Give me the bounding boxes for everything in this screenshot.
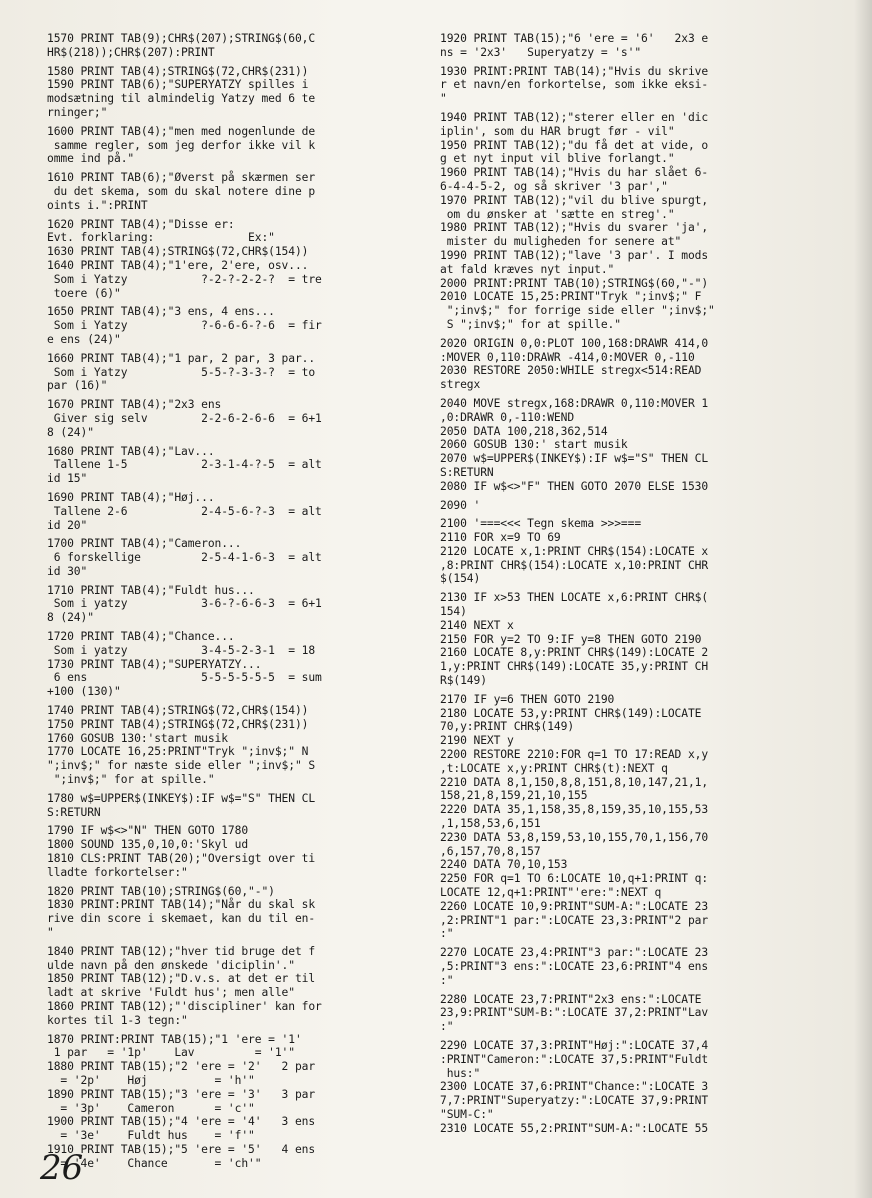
code-line: 1930 PRINT:PRINT TAB(14);"Hvis du skrive (440, 64, 709, 78)
code-line: $(154) (440, 572, 481, 586)
code-line: ";inv$;" for forrige side eller ";inv$;" (440, 304, 715, 318)
code-line: ,5:PRINT"3 ens:":LOCATE 23,6:PRINT"4 ens (440, 960, 709, 973)
code-line: id 20" (47, 518, 88, 532)
code-line: toere (6)" (47, 286, 121, 300)
code-line: 6 ens 5-5-5-5-5-5 = sum (47, 671, 322, 685)
code-line: hus:" (440, 1066, 481, 1080)
code-line: g et nyt input vil blive forlangt." (440, 152, 675, 166)
code-line: 2260 LOCATE 10,9:PRINT"SUM-A:":LOCATE 23 (440, 899, 709, 913)
code-line: Giver sig selv 2-2-6-2-6-6 = 6+1 (47, 411, 322, 425)
code-line: 2160 LOCATE 8,y:PRINT CHR$(149):LOCATE 2 (440, 646, 709, 660)
code-line: 2070 w$=UPPER$(INKEY$):IF w$="S" THEN CL (440, 452, 709, 466)
code-line: rninger;" (47, 105, 108, 119)
code-line: 2300 LOCATE 37,6:PRINT"Chance:":LOCATE 3 (440, 1080, 709, 1094)
code-line: 1840 PRINT TAB(12);"hver tid bruge det f (47, 944, 316, 958)
code-line: 7,7:PRINT"Superyatzy:":LOCATE 37,9:PRINT (440, 1094, 709, 1108)
code-line: 1660 PRINT TAB(4);"1 par, 2 par, 3 par.. (47, 351, 316, 365)
code-line: 2020 ORIGIN 0,0:PLOT 100,168:DRAWR 414,0 (440, 336, 709, 350)
code-line: 1730 PRINT TAB(4);"SUPERYATZY... (47, 657, 262, 671)
code-line: lladte forkortelser:" (47, 865, 188, 879)
code-line: 1 par = '1p' Lav = '1'" (47, 1046, 295, 1060)
code-line: 2180 LOCATE 53,y:PRINT CHR$(149):LOCATE (440, 706, 702, 720)
code-line: ladt at skrive 'Fuldt hus'; men alle" (47, 986, 295, 1000)
code-line: 1810 CLS:PRINT TAB(20);"Oversigt over ti (47, 852, 316, 866)
code-line: 1650 PRINT TAB(4);"3 ens, 4 ens... (47, 305, 275, 319)
code-line: 1720 PRINT TAB(4);"Chance... (47, 630, 235, 644)
code-line: 2310 LOCATE 55,2:PRINT"SUM-A:":LOCATE 55 (440, 1121, 709, 1135)
code-line: 1590 PRINT TAB(6);"SUPERYATZY spilles i (47, 78, 309, 92)
code-line: oints i.":PRINT (47, 198, 148, 212)
code-line: ulde navn på den ønskede 'diciplin'." (47, 958, 295, 972)
code-line: r et navn/en forkortelse, som ikke eksi- (440, 78, 709, 92)
code-line: 1980 PRINT TAB(12);"Hvis du svarer 'ja', (440, 221, 709, 235)
code-line: 1920 PRINT TAB(15);"6 'ere = '6' 2x3 e (440, 32, 709, 45)
code-line: 2040 MOVE stregx,168:DRAWR 0,110:MOVER 1 (440, 396, 709, 410)
code-line: 158,21,8,159,21,10,155 (440, 789, 588, 803)
code-line: 1970 PRINT TAB(12);"vil du blive spurgt, (440, 193, 709, 207)
code-line: 1990 PRINT TAB(12);"lave '3 par'. I mods (440, 248, 709, 262)
code-line: om du ønsker at 'sætte en streg'." (440, 207, 675, 221)
code-line: 1850 PRINT TAB(12);"D.v.s. at det er til (47, 972, 316, 986)
code-line: 2200 RESTORE 2210:FOR q=1 TO 17:READ x,y (440, 748, 709, 762)
code-line: HR$(218));CHR$(207):PRINT (47, 45, 215, 59)
code-line: rive din score i skemaet, kan du til en- (47, 912, 316, 926)
code-line: 1800 SOUND 135,0,10,0:'Skyl ud (47, 838, 249, 852)
code-line: 2100 '===<<< Tegn skema >>>=== (440, 517, 642, 531)
code-line: S:RETURN (47, 805, 101, 819)
code-line: 1770 LOCATE 16,25:PRINT"Tryk ";inv$;" N (47, 745, 309, 759)
code-line: "SUM-C:" (440, 1107, 494, 1121)
code-line: 154) (440, 605, 467, 619)
code-line: S:RETURN (440, 465, 494, 479)
left-code-column (47, 32, 387, 1171)
right-code-column (440, 32, 785, 1136)
code-line: 1630 PRINT TAB(4);STRING$(72,CHR$(154)) (47, 245, 309, 259)
code-line: 1710 PRINT TAB(4);"Fuldt hus... (47, 583, 255, 597)
code-line: 1760 GOSUB 130:'start musik (47, 731, 228, 745)
code-line: = '3p' Cameron = 'c'" (47, 1101, 255, 1115)
code-line: " (47, 926, 54, 940)
code-line: 1830 PRINT:PRINT TAB(14);"Når du skal sk (47, 898, 316, 912)
code-line: 1,y:PRINT CHR$(149):LOCATE 35,y:PRINT CH (440, 660, 709, 674)
code-line: ";inv$;" for næste side eller ";inv$;" S (47, 759, 316, 773)
code-line: 1580 PRINT TAB(4);STRING$(72,CHR$(231)) (47, 64, 309, 78)
code-line: 1700 PRINT TAB(4);"Cameron... (47, 537, 242, 551)
code-line: 1960 PRINT TAB(14);"Hvis du har slået 6- (440, 166, 709, 180)
code-line: +100 (130)" (47, 685, 121, 699)
code-line: 1890 PRINT TAB(15);"3 'ere = '3' 3 par (47, 1087, 316, 1101)
code-line: 2060 GOSUB 130:' start musik (440, 438, 628, 452)
code-line: ,1,158,53,6,151 (440, 817, 541, 831)
code-line: :" (440, 1020, 454, 1034)
code-line: 1620 PRINT TAB(4);"Disse er: (47, 217, 235, 231)
code-line: ,2:PRINT"1 par:":LOCATE 23,3:PRINT"2 par (440, 913, 709, 927)
page-number: 26 (40, 1148, 84, 1188)
code-line: 1870 PRINT:PRINT TAB(15);"1 'ere = '1' (47, 1032, 302, 1046)
code-line: 1820 PRINT TAB(10);STRING$(60,"-") (47, 884, 275, 898)
code-line: Som i yatzy 3-6-?-6-6-3 = 6+1 (47, 597, 322, 611)
code-line: 2030 RESTORE 2050:WHILE stregx<514:READ (440, 364, 702, 378)
code-line: 6-4-4-5-2, og så skriver '3 par'," (440, 179, 668, 193)
code-line: 1570 PRINT TAB(9);CHR$(207);STRING$(60,C (47, 32, 316, 45)
code-line: 2090 ' (440, 498, 481, 512)
code-line: 2010 LOCATE 15,25:PRINT"Tryk ";inv$;" F (440, 290, 702, 304)
code-line: 1880 PRINT TAB(15);"2 'ere = '2' 2 par (47, 1060, 316, 1074)
code-line: id 15" (47, 472, 88, 486)
code-line: 1790 IF w$<>"N" THEN GOTO 1780 (47, 824, 249, 838)
code-line: par (16)" (47, 379, 108, 393)
code-line: 1680 PRINT TAB(4);"Lav... (47, 444, 215, 458)
code-line: 2240 DATA 70,10,153 (440, 858, 568, 872)
code-line: 2140 NEXT x (440, 618, 514, 632)
code-line: = '2p' Høj = 'h'" (47, 1073, 255, 1087)
code-line: " (440, 92, 447, 106)
code-line: 2110 FOR x=9 TO 69 (440, 531, 561, 545)
code-line: 2220 DATA 35,1,158,35,8,159,35,10,155,53 (440, 803, 709, 817)
code-line: 6 forskellige 2-5-4-1-6-3 = alt (47, 551, 322, 565)
code-line: at fald kræves nyt input." (440, 262, 615, 276)
code-line: Tallene 1-5 2-3-1-4-?-5 = alt (47, 458, 322, 472)
code-line: 1940 PRINT TAB(12);"sterer eller en 'dic (440, 110, 709, 124)
code-line: 1670 PRINT TAB(4);"2x3 ens (47, 398, 222, 412)
code-line: 8 (24)" (47, 425, 94, 439)
code-line: ns = '2x3' Superyatzy = 's'" (440, 45, 642, 59)
code-line: R$(149) (440, 674, 487, 688)
code-line: 2080 IF w$<>"F" THEN GOTO 2070 ELSE 1530 (440, 479, 709, 493)
code-line: 8 (24)" (47, 611, 94, 625)
code-line: kortes til 1-3 tegn:" (47, 1013, 188, 1027)
code-line: 2150 FOR y=2 TO 9:IF y=8 THEN GOTO 2190 (440, 632, 702, 646)
code-line: 1740 PRINT TAB(4);STRING$(72,CHR$(154)) (47, 704, 309, 718)
code-line: 1900 PRINT TAB(15);"4 'ere = '4' 3 ens (47, 1115, 316, 1129)
code-line: 1690 PRINT TAB(4);"Høj... (47, 490, 215, 504)
code-line: mister du muligheden for senere at" (440, 235, 682, 249)
code-line: 23,9:PRINT"SUM-B:":LOCATE 37,2:PRINT"Lav (440, 1006, 709, 1020)
code-line: :PRINT"Cameron:":LOCATE 37,5:PRINT"Fuldt (440, 1052, 709, 1066)
code-line: 1950 PRINT TAB(12);"du få det at vide, o (440, 138, 709, 152)
code-line: :" (440, 927, 454, 941)
page-edge-shadow (854, 0, 872, 1198)
code-line: :" (440, 973, 454, 987)
code-line: = '4e' Chance = 'ch'" (47, 1156, 262, 1170)
code-line: 1910 PRINT TAB(15);"5 'ere = '5' 4 ens (47, 1142, 316, 1156)
code-line: Som i yatzy 3-4-5-2-3-1 = 18 (47, 643, 316, 657)
code-line: samme regler, som jeg derfor ikke vil k (47, 138, 316, 152)
code-line: 2250 FOR q=1 TO 6:LOCATE 10,q+1:PRINT q: (440, 872, 709, 886)
code-line: Som i Yatzy 5-5-?-3-3-? = to (47, 365, 316, 379)
code-line: e ens (24)" (47, 332, 121, 346)
code-line: 2190 NEXT y (440, 734, 514, 748)
code-line: 1610 PRINT TAB(6);"Øverst på skærmen ser (47, 171, 316, 185)
code-line: ,0:DRAWR 0,-110:WEND (440, 410, 575, 424)
code-line: 2000 PRINT:PRINT TAB(10);STRING$(60,"-") (440, 276, 709, 290)
code-line: 1600 PRINT TAB(4);"men med nogenlunde de (47, 124, 316, 138)
code-line: 2050 DATA 100,218,362,514 (440, 424, 608, 438)
code-line: 1640 PRINT TAB(4);"1'ere, 2'ere, osv... (47, 258, 309, 272)
code-line: stregx (440, 378, 481, 392)
code-line: 2270 LOCATE 23,4:PRINT"3 par:":LOCATE 23 (440, 946, 709, 960)
code-line: omme ind på." (47, 152, 135, 166)
code-line: ,8:PRINT CHR$(154):LOCATE x,10:PRINT CHR (440, 558, 709, 572)
code-line: Som i Yatzy ?-6-6-6-?-6 = fir (47, 319, 322, 333)
code-line: 1860 PRINT TAB(12);"'discipliner' kan for (47, 1000, 322, 1013)
code-line: ";inv$;" for at spille." (47, 773, 215, 787)
code-line: LOCATE 12,q+1:PRINT"'ere:":NEXT q (440, 886, 662, 900)
code-line: 2120 LOCATE x,1:PRINT CHR$(154):LOCATE x (440, 544, 709, 558)
code-line: 2210 DATA 8,1,150,8,8,151,8,10,147,21,1, (440, 775, 709, 789)
code-line: id 30" (47, 564, 88, 578)
code-line: 2230 DATA 53,8,159,53,10,155,70,1,156,70 (440, 830, 709, 844)
code-line: = '3e' Fuldt hus = 'f'" (47, 1129, 255, 1143)
code-line: ,t:LOCATE x,y:PRINT CHR$(t):NEXT q (440, 761, 668, 775)
code-line: :MOVER 0,110:DRAWR -414,0:MOVER 0,-110 (440, 350, 695, 364)
code-line: 1750 PRINT TAB(4);STRING$(72,CHR$(231)) (47, 717, 309, 731)
code-line: iplin', som du HAR brugt før - vil" (440, 124, 675, 138)
code-line: Tallene 2-6 2-4-5-6-?-3 = alt (47, 504, 322, 518)
code-line: ,6,157,70,8,157 (440, 844, 541, 858)
code-line: 2280 LOCATE 23,7:PRINT"2x3 ens:":LOCATE (440, 992, 702, 1006)
code-line: Som i Yatzy ?-2-?-2-2-? = tre (47, 272, 322, 286)
code-line: 2130 IF x>53 THEN LOCATE x,6:PRINT CHR$( (440, 591, 709, 605)
code-line: 2290 LOCATE 37,3:PRINT"Høj:":LOCATE 37,4 (440, 1038, 709, 1052)
code-line: du det skema, som du skal notere dine p (47, 184, 316, 198)
code-line: modsætning til almindelig Yatzy med 6 te (47, 92, 316, 106)
code-line: 70,y:PRINT CHR$(149) (440, 720, 575, 734)
code-line: S ";inv$;" for at spille." (440, 317, 621, 331)
code-line: Evt. forklaring: Ex:" (47, 231, 275, 245)
code-line: 2170 IF y=6 THEN GOTO 2190 (440, 692, 615, 706)
code-line: 1780 w$=UPPER$(INKEY$):IF w$="S" THEN CL (47, 791, 316, 805)
